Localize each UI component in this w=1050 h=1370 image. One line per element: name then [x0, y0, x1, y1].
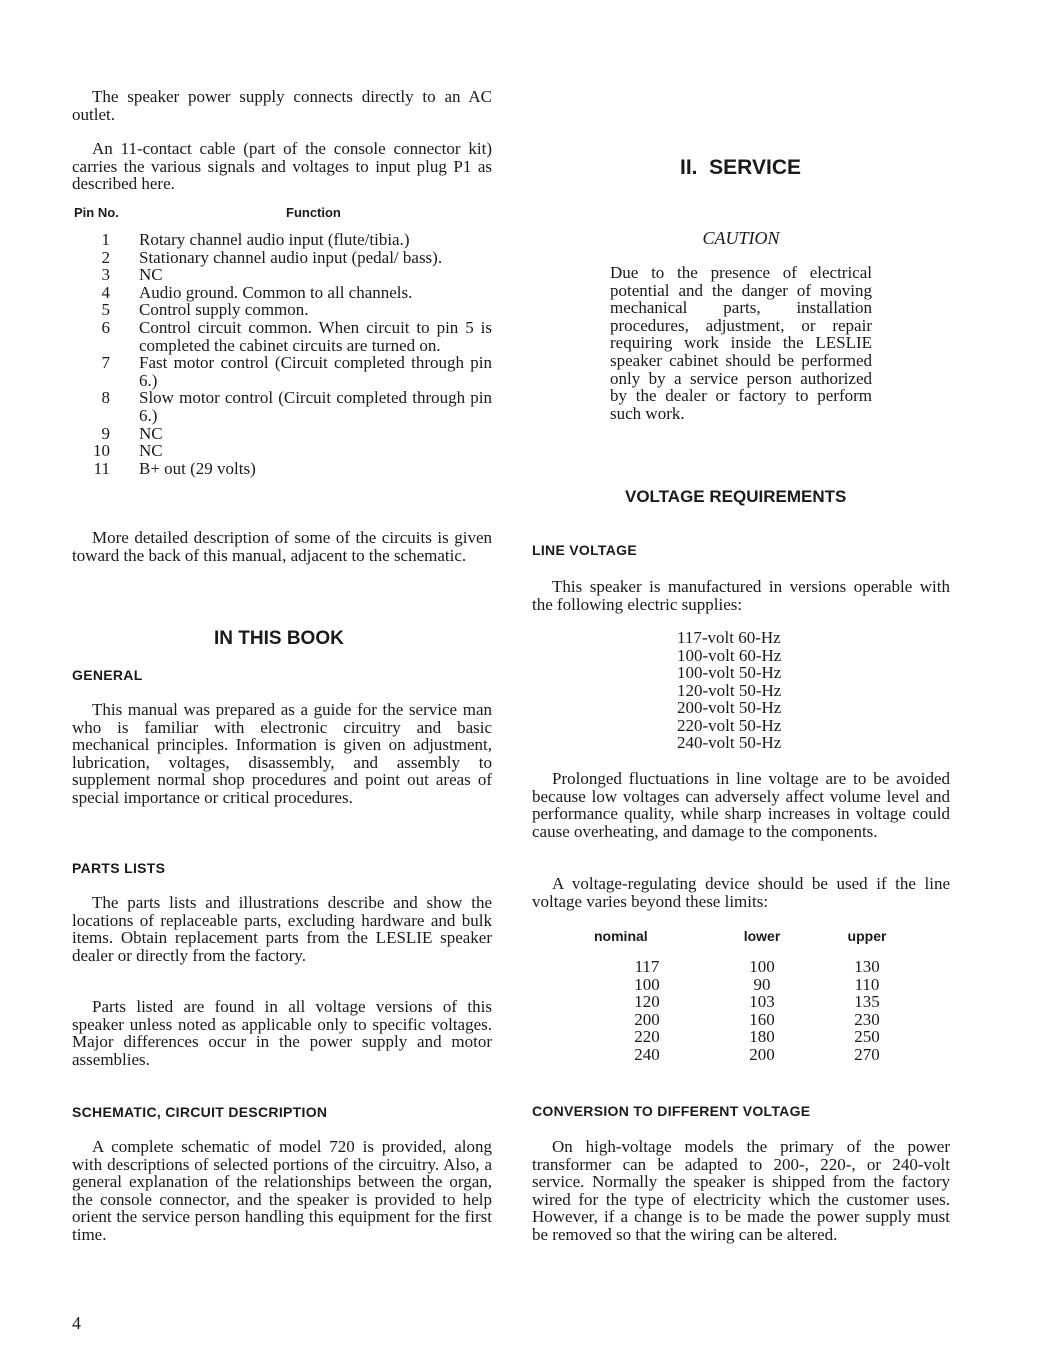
nominal-cell: 240: [634, 1044, 660, 1064]
general-paragraph: This manual was prepared as a guide for the service man who is familiar with electronic circuitry and basic mechanical principles. Information is given on adjustment, lubrication, voltages, disassembly, and assembly to supplement normal shop procedures and point out areas of special importance or critical procedures.: [72, 700, 492, 807]
supply-item: 100-volt 60-Hz: [677, 645, 782, 665]
parts-lists-heading: PARTS LISTS: [72, 860, 166, 876]
table-row: [582, 1011, 922, 1029]
pin-function: NC: [139, 441, 163, 461]
pin-number: 11: [93, 458, 110, 478]
pin-function: NC: [139, 423, 163, 443]
pin-number: 5: [101, 300, 110, 320]
lower-cell: 160: [749, 1009, 775, 1029]
pin-function: Control supply common.: [139, 300, 309, 320]
supply-item: 220-volt 50-Hz: [677, 715, 782, 735]
intro-paragraph-1: The speaker power supply connects directly to an AC outlet.: [72, 87, 492, 124]
parts-paragraph-2: Parts listed are found in all voltage versions of this speaker unless noted as applicable only to specific voltages. Major differences occur in the power supply and motor assemblies.: [72, 997, 492, 1069]
pin-number: 9: [101, 423, 110, 443]
pin-row: [72, 319, 492, 354]
supply-item: 117-volt 60-Hz: [677, 628, 781, 647]
supply-item: 200-volt 50-Hz: [677, 698, 782, 717]
in-this-book-heading: IN THIS BOOK: [214, 628, 344, 649]
line-voltage-heading: LINE VOLTAGE: [532, 542, 637, 558]
table-row: [582, 1046, 922, 1064]
table-row: [582, 958, 922, 976]
nominal-cell: 220: [634, 1027, 660, 1046]
fluctuation-paragraph: Prolonged fluctuations in line voltage are to be avoided because low voltages can adversely affect volume level and performance quality, while sharp increases in voltage could cause overheating, and damage to the components.: [532, 769, 950, 841]
pin-function: Fast motor control (Circuit completed through pin 6.): [139, 353, 492, 390]
pin-number: 3: [101, 265, 110, 285]
supply-item: 100-volt 50-Hz: [677, 663, 782, 682]
pin-list: [72, 231, 492, 477]
upper-cell: 230: [854, 1009, 880, 1029]
table-row: [582, 1028, 922, 1046]
lower-cell: 100: [749, 957, 775, 976]
pin-row: [72, 284, 492, 302]
nominal-cell: 120: [634, 992, 660, 1011]
limits-header-row: [582, 928, 922, 958]
table-row: [582, 976, 922, 994]
upper-cell: 110: [854, 974, 880, 994]
nominal-cell: 100: [634, 974, 660, 994]
pin-table-header: [72, 205, 492, 223]
table-row: [582, 993, 922, 1011]
lower-cell: 180: [749, 1027, 775, 1046]
general-heading: GENERAL: [72, 667, 143, 683]
nominal-cell: 117: [634, 957, 660, 976]
pin-function: NC: [139, 265, 163, 285]
nominal-cell: 200: [634, 1009, 660, 1029]
pin-row: [72, 354, 492, 389]
caution-paragraph: Due to the presence of electrical potential and the danger of moving mechanical parts, installation procedures, adjustment, or repair requiring work inside the LESLIE speaker cabinet should be performed only by a service person authorized by the dealer or factory to perform such work.: [610, 263, 872, 423]
pin-row: [72, 231, 492, 249]
upper-cell: 135: [854, 992, 880, 1011]
parts-paragraph-1: The parts lists and illustrations describe and show the locations of replaceable parts, excluding hardware and bulk items. Obtain replacement parts from the LESLIE speaker dealer or directly from the factory.: [72, 893, 492, 965]
nominal-header: nominal: [594, 928, 648, 944]
service-heading: II. SERVICE: [680, 156, 801, 179]
pin-function: Audio ground. Common to all channels.: [139, 282, 413, 302]
schematic-heading: SCHEMATIC, CIRCUIT DESCRIPTION: [72, 1104, 328, 1120]
pin-number: 10: [93, 441, 110, 461]
pin-row: [72, 266, 492, 284]
pin-row: [72, 389, 492, 424]
schematic-paragraph: A complete schematic of model 720 is provided, along with descriptions of selected portions of the circuitry. Also, a general explanation of the relationships between the organ, the console connector, and the speaker is provided to help orient the service person handling this equipment for the first time.: [72, 1137, 492, 1244]
pin-function: Rotary channel audio input (flute/tibia.): [139, 230, 410, 249]
lower-cell: 103: [749, 992, 775, 1011]
upper-cell: 270: [854, 1044, 880, 1064]
upper-cell: 130: [854, 957, 880, 976]
pin-number: 6: [101, 317, 110, 337]
pin-number: 7: [101, 353, 110, 373]
pin-number: 2: [101, 247, 110, 267]
voltage-limits-table: [582, 928, 922, 1063]
conversion-heading: CONVERSION TO DIFFERENT VOLTAGE: [532, 1103, 811, 1119]
conversion-paragraph: On high-voltage models the primary of the power transformer can be adapted to 200-, 220-, or 240-volt service. Normally the speaker is shipped from the factory wired for the type of electricity which the customer uses. However, if a change is to be made the power supply must be removed so that the wiring can be altered.: [532, 1137, 950, 1244]
voltage-requirements-heading: VOLTAGE REQUIREMENTS: [625, 487, 847, 506]
supply-list: [677, 629, 781, 752]
page-number: 4: [72, 1313, 81, 1333]
upper-cell: 250: [854, 1027, 880, 1046]
pin-function: B+ out (29 volts): [139, 458, 256, 478]
more-detail-paragraph: More detailed description of some of the circuits is given toward the back of this manual, adjacent to the schematic.: [72, 528, 492, 565]
supply-item: 120-volt 50-Hz: [677, 680, 782, 700]
line-voltage-paragraph: This speaker is manufactured in versions operable with the following electric supplies:: [532, 577, 950, 614]
pin-function: Stationary channel audio input (pedal/ bass).: [139, 247, 443, 267]
pin-number-header: Pin No.: [74, 205, 119, 220]
caution-title: CAUTION: [702, 228, 780, 248]
pin-number: 8: [101, 388, 110, 408]
intro-paragraph-2: An 11-contact cable (part of the console connector kit) carries the various signals and voltages to input plug P1 as described here.: [72, 139, 492, 194]
pin-function: Slow motor control (Circuit completed through pin 6.): [139, 388, 492, 425]
pin-row: [72, 301, 492, 319]
pin-row: [72, 442, 492, 460]
pin-function: Control circuit common. When circuit to pin 5 is completed the cabinet circuits are turned on.: [139, 317, 492, 355]
pin-row: [72, 425, 492, 443]
pin-row: [72, 460, 492, 478]
pin-number: 1: [101, 230, 110, 249]
pin-row: [72, 249, 492, 267]
pin-number: 4: [101, 282, 110, 302]
supply-item: 240-volt 50-Hz: [677, 733, 782, 752]
function-header: Function: [286, 205, 341, 220]
upper-header: upper: [847, 928, 887, 944]
lower-cell: 90: [753, 974, 771, 994]
lower-header: lower: [743, 928, 781, 944]
regulator-paragraph: A voltage-regulating device should be used if the line voltage varies beyond these limits:: [532, 874, 950, 911]
lower-cell: 200: [749, 1044, 775, 1064]
